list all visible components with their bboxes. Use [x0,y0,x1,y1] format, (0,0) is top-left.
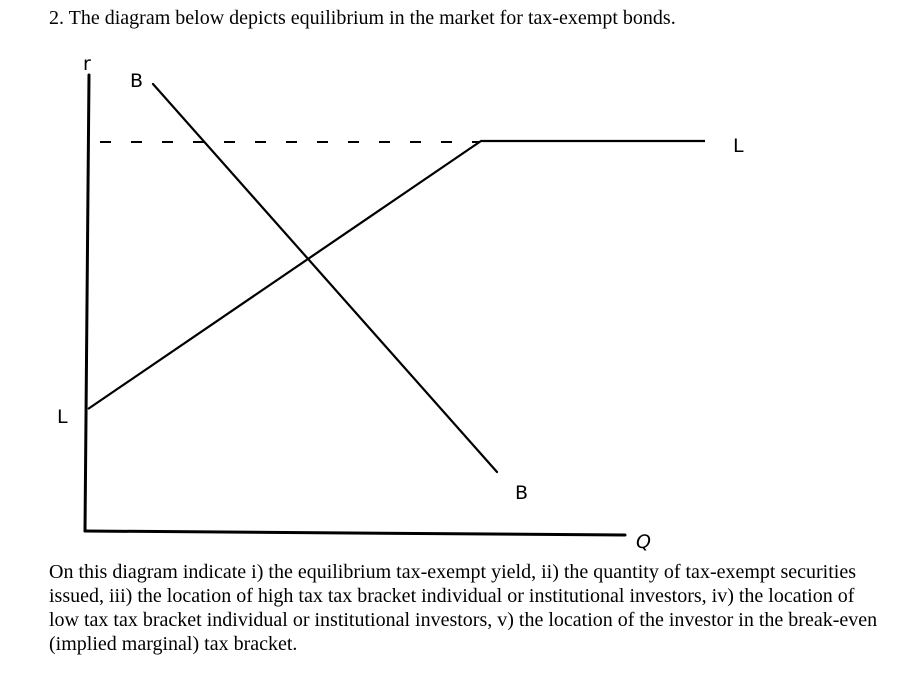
x-axis [85,531,625,535]
x-axis-label: Q [636,531,651,553]
question-instructions: On this diagram indicate i) the equilibrium tax-exempt yield, ii) the quantity of tax-exempt securities issued, iii) the location of high tax tax bracket individual or institutional investors, iv) the location of low tax tax bracket individual or institutional investors, v) the location of the investor in the break-even (implied marginal) tax bracket. [49,561,878,655]
ll-curve [88,141,705,409]
ll-label-right: L [733,135,744,157]
bb-label-top: B [130,70,144,92]
question-heading: 2. The diagram below depicts equilibrium in the market for tax-exempt bonds. [49,7,676,29]
ll-label-left: L [57,406,68,428]
y-axis [85,75,89,531]
y-axis-label: r [83,53,91,75]
bb-label-bottom: B [515,482,529,504]
